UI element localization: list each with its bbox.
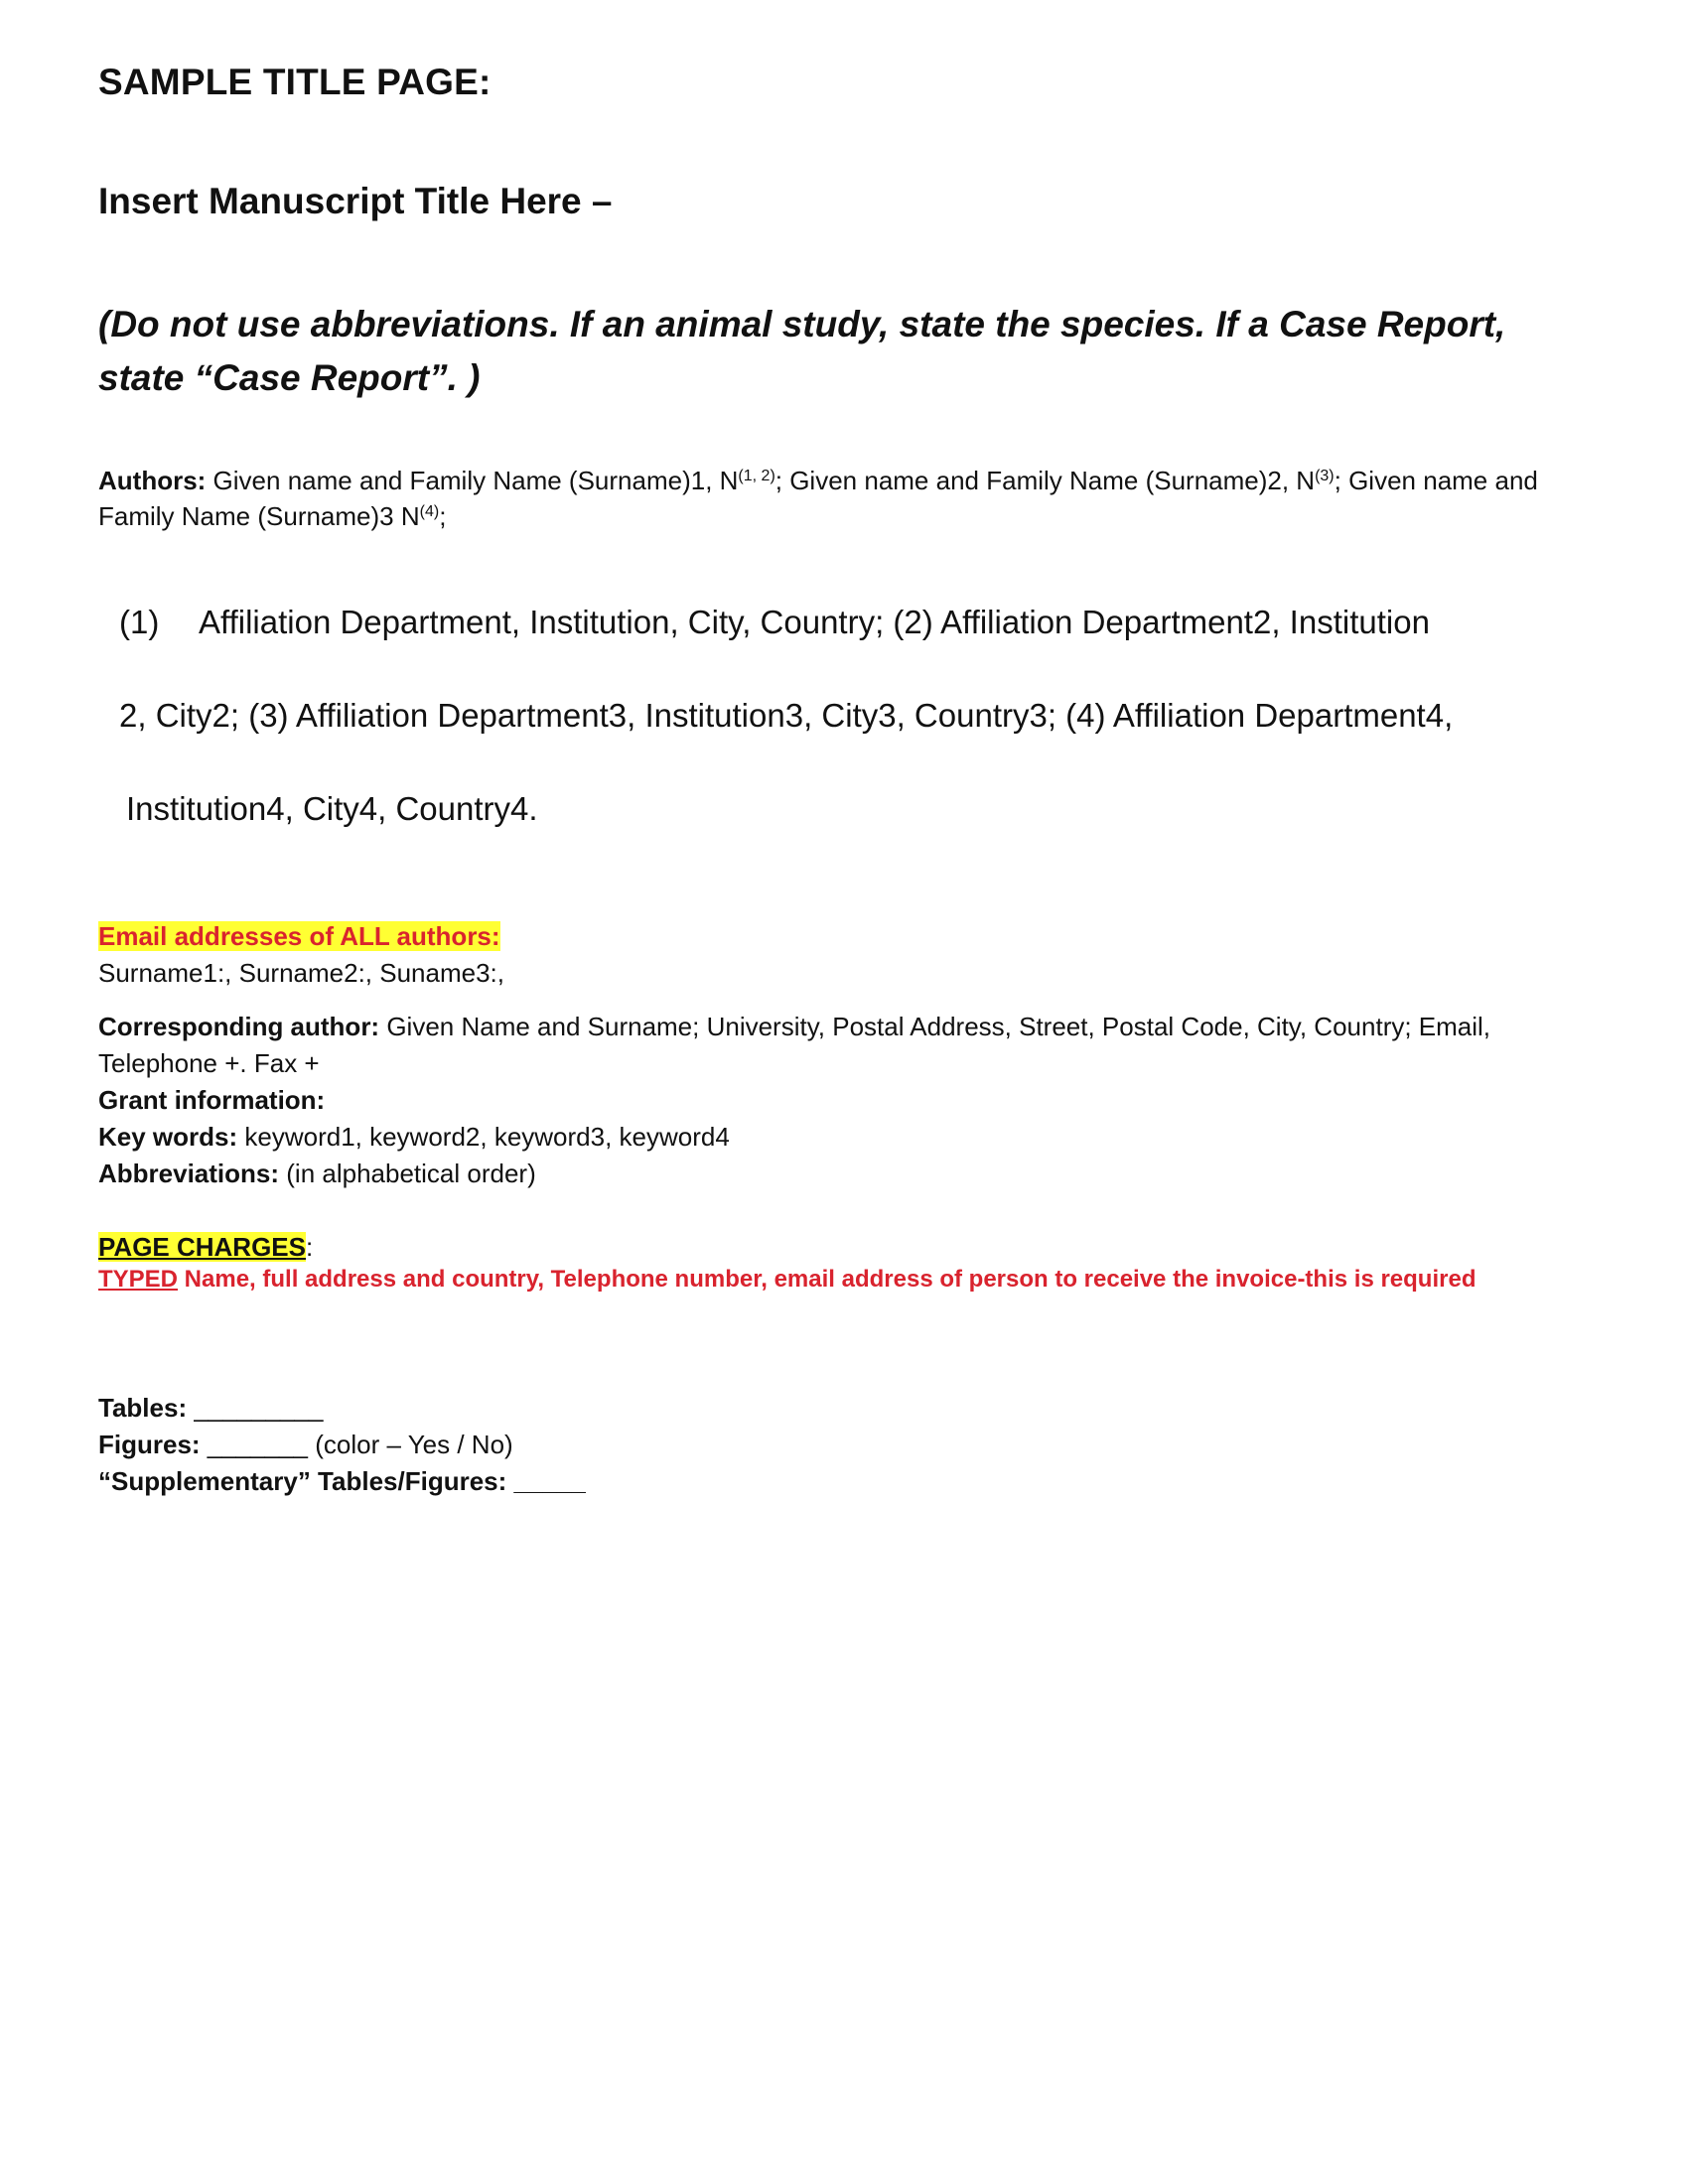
affiliation-text-1: Affiliation Department, Institution, City, Country; (2) Affiliation Department2, Institution <box>199 604 1430 640</box>
authors-line <box>98 463 1593 534</box>
title-instructions: (Do not use abbreviations. If an animal study, state the species. If a Case Report, state “Case Report”. ) <box>98 304 1506 398</box>
affiliation-line-3: Institution4, City4, Country4. <box>126 790 538 827</box>
author-1-affiliation-ref: (1, 2) <box>738 468 775 484</box>
document-heading: SAMPLE TITLE PAGE: <box>98 62 492 102</box>
keywords-label: Key words: <box>98 1122 238 1152</box>
page-charges-colon: : <box>306 1232 314 1262</box>
figures-blank: _______ <box>200 1430 309 1459</box>
corresponding-value: Given Name and Surname; University, Postal Address, Street, Postal Code, City, Country; Email, Telephone +. Fax + <box>98 1012 1491 1078</box>
author-1: Given name and Family Name (Surname)1, N <box>206 466 739 495</box>
tables-label: Tables: <box>98 1393 188 1423</box>
authors-label: Authors: <box>98 466 207 495</box>
affiliation-line-2: 2, City2; (3) Affiliation Department3, Institution3, City3, Country3; (4) Affiliation Department4, <box>119 697 1454 734</box>
page-charges-text: Name, full address and country, Telephone number, email address of person to receive the invoice-this is required <box>178 1266 1477 1293</box>
tables-count-line <box>98 1390 1588 1427</box>
author-3-affiliation-ref: (4) <box>419 503 440 520</box>
manuscript-title: Insert Manuscript Title Here – <box>98 181 613 221</box>
author-3: ; Given name and Family Name (Surname)3 N <box>98 466 1538 531</box>
abbreviations-label: Abbreviations: <box>98 1159 280 1188</box>
supplementary-blank: _____ <box>506 1466 586 1496</box>
corresponding-author <box>98 1009 1588 1082</box>
affiliation-number: (1) <box>119 604 160 640</box>
corresponding-label: Corresponding author: <box>98 1012 380 1041</box>
abbreviations-value: (in alphabetical order) <box>279 1159 536 1188</box>
supplementary-count-line <box>98 1463 1588 1500</box>
keywords-value: keyword1, keyword2, keyword3, keyword4 <box>237 1122 730 1152</box>
figures-label: Figures: <box>98 1430 201 1459</box>
page-charges-heading <box>98 1229 1588 1266</box>
author-2: ; Given name and Family Name (Surname)2, N <box>774 466 1316 495</box>
page-charges-label: PAGE CHARGES <box>98 1232 306 1262</box>
grant-information-label: Grant information: <box>98 1085 326 1115</box>
authors-end: ; <box>439 501 447 531</box>
figures-color-note: (color – Yes / No) <box>308 1430 513 1459</box>
abbreviations-line <box>98 1156 1588 1192</box>
supplementary-label: “Supplementary” Tables/Figures: <box>98 1466 507 1496</box>
email-label: Email addresses of ALL authors: <box>98 921 500 951</box>
email-section-heading <box>98 918 1588 955</box>
keywords-line <box>98 1119 1588 1156</box>
figures-count-line <box>98 1427 1588 1463</box>
email-values: Surname1:, Surname2:, Suname3:, <box>98 958 505 988</box>
tables-blank: _________ <box>187 1393 324 1423</box>
affiliation-line-1 <box>119 604 1430 641</box>
author-2-affiliation-ref: (3) <box>1315 468 1335 484</box>
typed-emphasis: TYPED <box>98 1266 179 1293</box>
page-charges-requirement <box>98 1266 1588 1294</box>
